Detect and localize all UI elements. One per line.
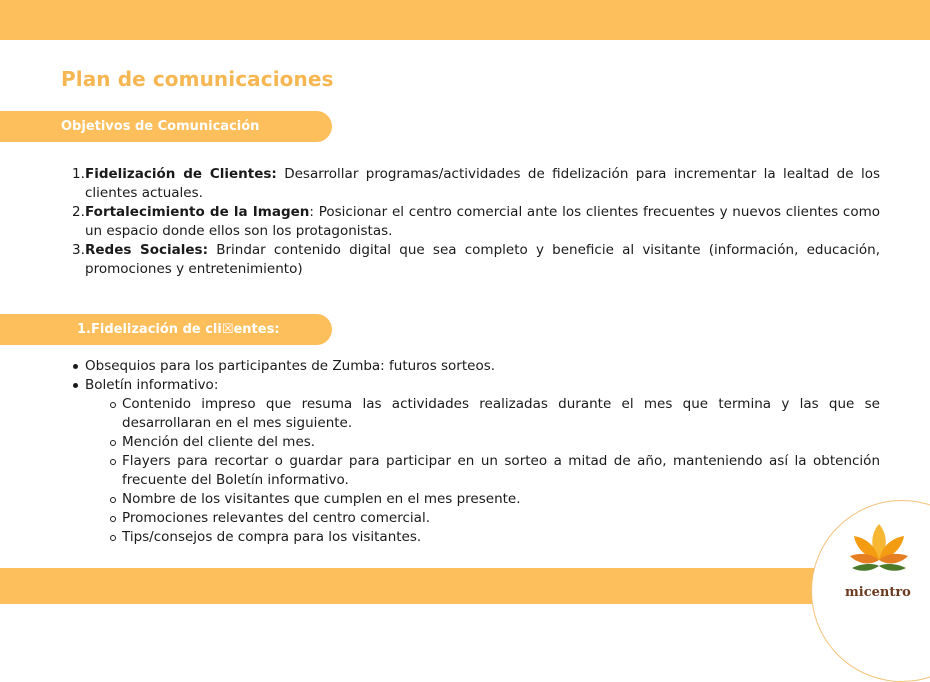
sub-list-item (110, 452, 880, 490)
item-title: Fortalecimiento de la Imagen (85, 204, 310, 220)
sub-item-text: Tips/consejos de compra para los visitantes. (122, 529, 422, 545)
item-text: Desarrollar programas/actividades de fidelización para incrementar la lealtad de los clientes actuales. (85, 166, 880, 201)
bottom-band (0, 568, 930, 604)
sub-item-text: Mención del cliente del mes. (122, 434, 316, 450)
section-heading-label: 1.Fidelización de cli☒entes: (77, 322, 280, 337)
boletin-sublist (85, 395, 880, 547)
item-text: Obsequios para los participantes de Zumba: futuros sorteos. (85, 358, 496, 374)
list-item (72, 241, 880, 279)
item-number: 3. (72, 242, 85, 258)
bullet-icon (73, 383, 78, 388)
item-title: Redes Sociales: (85, 242, 208, 258)
list-item (72, 203, 880, 241)
circle-bullet-icon (110, 402, 116, 408)
item-text: Boletín informativo: (85, 377, 219, 393)
lotus-flower-icon (846, 518, 912, 582)
circle-bullet-icon (110, 459, 116, 465)
item-title: Fidelización de Clientes: (85, 166, 277, 182)
list-item (72, 357, 880, 376)
sub-item-text: Nombre de los visitantes que cumplen en el mes presente. (122, 491, 521, 507)
sub-list-item (110, 509, 880, 528)
sub-list-item (110, 528, 880, 547)
sub-item-text: Flayers para recortar o guardar para participar en un sorteo a mitad de año, manteniendo así la obtención frecuente del Boletín informativo. (122, 453, 880, 488)
circle-bullet-icon (110, 440, 116, 446)
sub-item-text: Promociones relevantes del centro comercial. (122, 510, 430, 526)
page-title: Plan de comunicaciones (61, 67, 334, 91)
item-text: Brindar contenido digital que sea completo y beneficie al visitante (información, educación, promociones y entretenimiento) (85, 242, 880, 277)
section-heading-fidelizacion (0, 314, 332, 345)
bullet-icon (73, 364, 78, 369)
circle-bullet-icon (110, 535, 116, 541)
item-number: 2. (72, 204, 85, 220)
objectives-list (72, 165, 880, 279)
item-number: 1. (72, 166, 85, 182)
list-item (72, 376, 880, 547)
item-text: : Posicionar el centro comercial ante los clientes frecuentes y nuevos clientes como un espacio donde ellos son los protagonistas. (85, 204, 881, 239)
sub-list-item (110, 490, 880, 509)
section-heading-label: Objetivos de Comunicación (61, 119, 260, 134)
top-band (0, 0, 930, 40)
sub-item-text: Contenido impreso que resuma las actividades realizadas durante el mes que termina y las que se desarrollaran en el mes siguiente. (122, 396, 880, 431)
sub-list-item (110, 395, 880, 433)
section-heading-objetivos (0, 111, 332, 142)
circle-bullet-icon (110, 497, 116, 503)
circle-bullet-icon (110, 516, 116, 522)
logo-wordmark: micentro (845, 585, 911, 600)
fidelization-list (72, 357, 880, 547)
list-item (72, 165, 880, 203)
sub-list-item (110, 433, 880, 452)
